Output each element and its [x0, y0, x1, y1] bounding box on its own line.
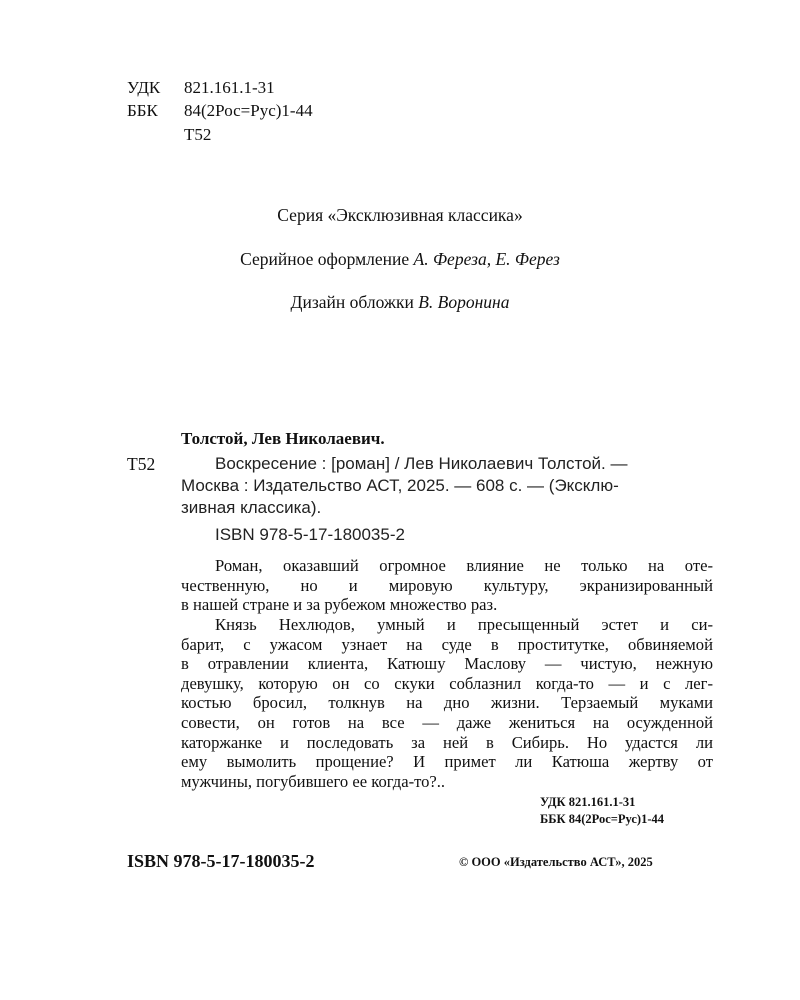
annotation-line: совести, он готов на все — даже жениться на осужденной: [181, 712, 713, 732]
udk-value: 821.161.1-31: [184, 78, 275, 97]
annotation-line: ему вымолить прощение? И примет ли Катюша жертву от: [181, 752, 713, 772]
footer-udk: УДК 821.161.1-31: [540, 795, 636, 809]
bbk-row: [127, 100, 427, 122]
annotation-line: в нашей стране и за рубежом множество раз.: [181, 595, 498, 615]
author-sign-row: [127, 124, 427, 146]
design-credit: [0, 249, 800, 270]
catalog-line: Воскресение : [роман] / Лев Николаевич Толстой. —: [215, 454, 628, 473]
footer-isbn: ISBN 978-5-17-180035-2: [127, 851, 315, 871]
udk-row: [127, 77, 427, 99]
annotation-line: каторжанке и последовать за ней в Сибирь. Но удастся ли: [181, 732, 713, 752]
author-sign: Т52: [184, 125, 212, 144]
catalog-line: Москва : Издательство АСТ, 2025. — 608 с. — (Эксклю-: [181, 476, 619, 495]
annotation-line: костью бросил, толкнув на дно жизни. Терзаемый муками: [181, 693, 713, 713]
catalog-code: Т52: [127, 454, 156, 474]
catalog-isbn: ISBN 978-5-17-180035-2: [215, 525, 405, 544]
catalog-author: Толстой, Лев Николаевич.: [181, 429, 385, 448]
bbk-label: ББК: [127, 101, 158, 120]
catalog-line: зивная классика).: [181, 498, 322, 517]
annotation-paragraph-2: [181, 615, 713, 791]
classification-block: [127, 77, 427, 147]
udk-label: УДК: [127, 78, 161, 97]
design-credit-names: А. Фереза, Е. Ферез: [413, 249, 560, 269]
cover-credit: [0, 292, 800, 313]
annotation-line: Князь Нехлюдов, умный и пресыщенный эстет и си-: [215, 615, 713, 634]
annotation-line: барит, с ужасом узнает на суде в проститутке, обвиняемой: [181, 634, 713, 654]
annotation-line: Роман, оказавший огромное влияние не только на оте-: [215, 556, 713, 575]
annotation-paragraph-1: [181, 556, 713, 615]
annotation-line: в отравлении клиента, Катюшу Маслову — чистую, нежную: [181, 654, 713, 674]
annotation-line: чественную, но и мировую культуру, экранизированный: [181, 575, 713, 595]
copyright-notice: © ООО «Издательство АСТ», 2025: [459, 855, 653, 869]
series-title: Серия «Эксклюзивная классика»: [277, 205, 523, 225]
footer-bbk: ББК 84(2Рос=Рус)1-44: [540, 812, 664, 826]
series-line: [0, 205, 800, 226]
design-credit-prefix: Серийное оформление: [240, 249, 410, 269]
bbk-value: 84(2Рос=Рус)1-44: [184, 101, 313, 120]
cover-credit-name: В. Воронина: [418, 292, 510, 312]
cover-credit-prefix: Дизайн обложки: [290, 292, 414, 312]
annotation-line: мужчины, погубившего ее когда-то?..: [181, 771, 446, 791]
annotation-line: девушку, которую он со скуки соблазнил когда-то — и с лег-: [181, 673, 713, 693]
